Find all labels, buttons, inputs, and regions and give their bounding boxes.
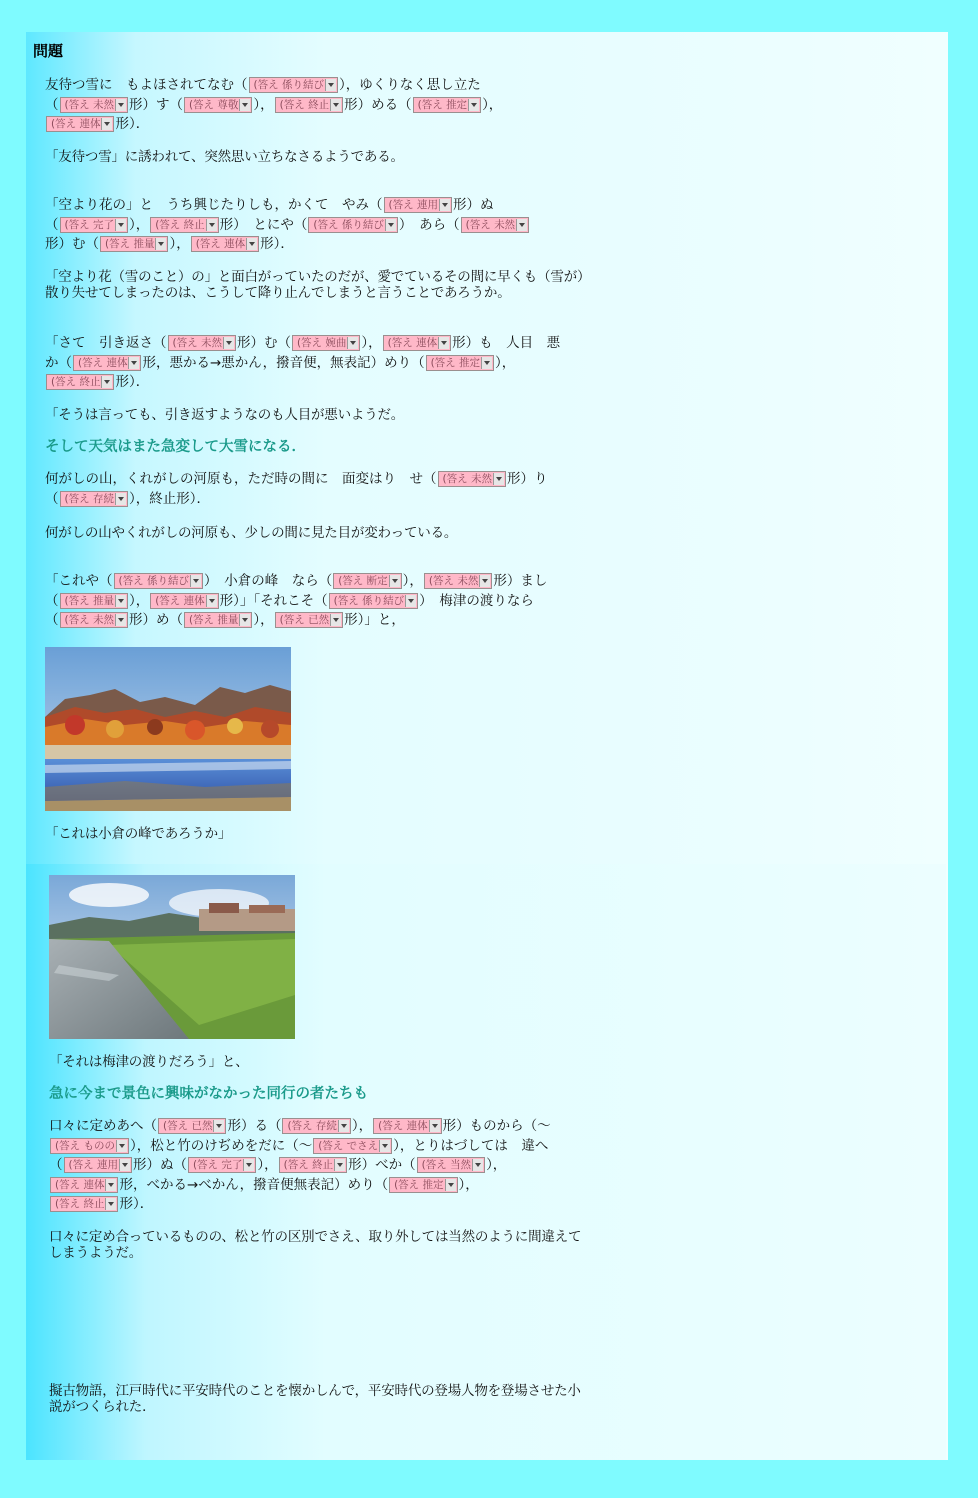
answer-select[interactable]: (答え 終止 — [46, 374, 114, 390]
answer-select[interactable]: (答え 連用 — [384, 197, 452, 213]
answer-select[interactable]: (答え 連体 — [73, 355, 141, 371]
translation-6: 「それは梅津の渡りだろう」と、 — [49, 1054, 249, 1070]
translation-4: 何がしの山やくれがしの河原も、少しの間に見た目が変わっている。 — [45, 525, 458, 541]
passage-4: 何がしの山，くれがしの河原も，ただ時の間に 面変はり せ（ (答え 未然 形）り （ (答え 存続 ），終止形）． — [45, 471, 548, 507]
answer-select[interactable]: (答え 係り結び — [329, 593, 418, 609]
answer-select[interactable]: (答え 已然 — [158, 1118, 226, 1134]
answer-select[interactable]: (答え 当然 — [417, 1157, 485, 1173]
answer-select[interactable]: (答え 未然 — [168, 335, 236, 351]
answer-select[interactable]: (答え 連体 — [191, 236, 259, 252]
answer-select[interactable]: (答え 完了 — [60, 217, 128, 233]
umezu-crossing-photo — [49, 875, 295, 1039]
answer-select[interactable]: (答え 推定 — [389, 1177, 457, 1193]
answer-select[interactable]: (答え 未然 — [461, 217, 529, 233]
answer-select[interactable]: (答え でさえ — [313, 1138, 392, 1154]
answer-select[interactable]: (答え 存続 — [60, 491, 128, 507]
answer-select[interactable]: (答え 連体 — [383, 335, 451, 351]
answer-select[interactable]: (答え 未然 — [60, 612, 128, 628]
answer-select[interactable]: (答え 係り結び — [308, 217, 397, 233]
answer-select[interactable]: (答え 已然 — [275, 612, 343, 628]
answer-select[interactable]: (答え 終止 — [50, 1196, 118, 1212]
answer-select[interactable]: (答え 完了 — [188, 1157, 256, 1173]
translation-1: 「友待つ雪」に誘われて、突然思い立ちなさるようである。 — [45, 149, 404, 165]
answer-select[interactable]: (答え 推量 — [60, 593, 128, 609]
answer-select[interactable]: (答え 尊敬 — [184, 97, 252, 113]
footer-note: 擬古物語，江戸時代に平安時代のことを懐かしんで，平安時代の登場人物を登場させた小説がつくられた． — [49, 1383, 581, 1415]
answer-select[interactable]: (答え 未然 — [424, 573, 492, 589]
answer-select[interactable]: (答え 終止 — [150, 217, 218, 233]
answer-select[interactable]: (答え 推定 — [413, 97, 481, 113]
passage-6: 口々に定めあへ（ (答え 已然 形）る（ (答え 存続 ）， (答え 連体 形）ものから（〜 (答え ものの ），松と竹のけぢめをだに（〜 (答え でさえ ），とりはづしては 違へ （ (答え 連用 形）ぬ（ (答え 完了 ）， (答え 終止 形）べか（ (答え 当然 ）， (答え 連体 形，べかる→べかん，撥音便無表記）めり（ (答え 推定 ）， (答え 終止 形）． — [49, 1118, 551, 1212]
translation-2: 「空より花（雪のこと）の」と面白がっていたのだが、愛でているその間に早くも（雪が）散り失せてしまったのは、こうして降り止んでしまうと言うことであろうか。 — [45, 269, 584, 301]
page-title: 問題 — [33, 42, 64, 60]
answer-select[interactable]: (答え 連体 — [373, 1118, 441, 1134]
answer-select[interactable]: (答え 未然 — [60, 97, 128, 113]
answer-select[interactable]: (答え 存続 — [282, 1118, 350, 1134]
passage-2: 「空より花の」と うち興じたりしも，かくて やみ（ (答え 連用 形）ぬ （ (答え 完了 ）， (答え 終止 形） とにや（ (答え 係り結び ） あら（ (答え 未然 形）む（ (答え 推量 ）， (答え 連体 形）． — [45, 196, 605, 255]
answer-select[interactable]: (答え 連体 — [150, 593, 218, 609]
answer-select[interactable]: (答え 推量 — [100, 236, 168, 252]
answer-select[interactable]: (答え 未然 — [438, 471, 506, 487]
passage-3: 「さて 引き返さ（ (答え 未然 形）む（ (答え 婉曲 ）， (答え 連体 形）も 人目 悪 か（ (答え 連体 形，悪かる→悪かん，撥音便，無表記）めり（ (答え 推定 ）， (答え 終止 形）． — [45, 335, 561, 390]
answer-select[interactable]: (答え 係り結び — [114, 573, 203, 589]
answer-select[interactable]: (答え 終止 — [279, 1157, 347, 1173]
answer-select[interactable]: (答え ものの — [50, 1138, 129, 1154]
narration-1: そして天気はまた急変して大雪になる． — [45, 439, 306, 455]
passage-1: 友待つ雪に もよほされてなむ（ (答え 係り結び ），ゆくりなく思し立た （ (答え 未然 形）す（ (答え 尊敬 ）， (答え 終止 形）める（ (答え 推定 ）， (答え 連体 形）． — [45, 77, 503, 132]
answer-select[interactable]: (答え 断定 — [333, 573, 401, 589]
answer-select[interactable]: (答え 連体 — [46, 116, 114, 132]
answer-select[interactable]: (答え 推量 — [184, 612, 252, 628]
answer-select[interactable]: (答え 婉曲 — [292, 335, 360, 351]
answer-select[interactable]: (答え 係り結び — [249, 77, 338, 93]
answer-select[interactable]: (答え 連体 — [50, 1177, 118, 1193]
answer-select[interactable]: (答え 推定 — [426, 355, 494, 371]
translation-5: 「これは小倉の峰であろうか」 — [45, 826, 232, 842]
translation-7: 口々に定め合っているものの、松と竹の区別でさえ、取り外しては当然のように間違えてしまうようだ。 — [49, 1229, 582, 1261]
translation-3: 「そうは言っても、引き返すようなのも人目が悪いようだ。 — [45, 407, 405, 423]
answer-select[interactable]: (答え 終止 — [275, 97, 343, 113]
passage-5: 「これや（ (答え 係り結び ） 小倉の峰 なら（ (答え 断定 ）， (答え 未然 形）まし （ (答え 推量 ）， (答え 連体 形）」「それこそ（ (答え 係り結び ） 梅津の渡りなら （ (答え 未然 形）め（ (答え 推量 ）， (答え 已然 形）」と， — [45, 573, 548, 628]
narration-2: 急に今まで景色に興味がなかった同行の者たちも — [49, 1086, 368, 1102]
ogura-peak-photo — [45, 647, 291, 811]
answer-select[interactable]: (答え 連用 — [64, 1157, 132, 1173]
